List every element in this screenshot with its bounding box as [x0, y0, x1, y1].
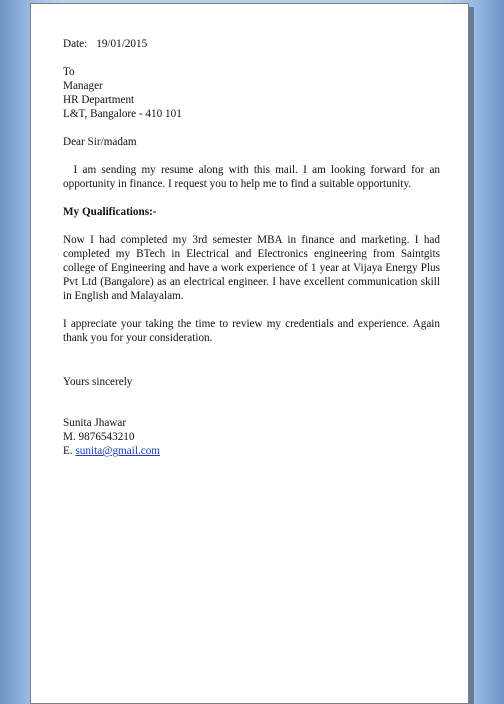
email-line: [63, 444, 440, 458]
qualifications-heading: My Qualifications:-: [63, 206, 157, 218]
date-label: Date:: [63, 38, 88, 50]
closing: Yours sincerely: [63, 376, 133, 388]
paragraph-appreciation: I appreciate your taking the time to review my credentials and experience. Again thank you for your consideration.: [63, 318, 440, 344]
date-value: 19/01/2015: [96, 38, 148, 50]
email-link[interactable]: sunita@gmail.com: [75, 445, 160, 457]
recipient-line-title: Manager: [63, 80, 103, 92]
phone-line: M. 9876543210: [63, 431, 135, 443]
document-page[interactable]: [30, 3, 469, 704]
recipient-line-department: HR Department: [63, 94, 135, 106]
email-prefix: E.: [63, 445, 73, 457]
recipient-line-to: To: [63, 66, 75, 78]
recipient-line-address: L&T, Bangalore - 410 101: [63, 108, 182, 120]
date-line: [63, 37, 440, 51]
salutation: Dear Sir/madam: [63, 136, 137, 148]
paragraph-intro: I am sending my resume along with this mail. I am looking forward for an opportunity in finance. I request you to help me to find a suitable opportunity.: [63, 164, 443, 190]
signature-name: Sunita Jhawar: [63, 417, 127, 429]
letter-body: [63, 37, 443, 458]
paragraph-qualifications: Now I had completed my 3rd semester MBA in finance and marketing. I had completed my BTech in Electrical and Electronics engineering from Saintgits college of Engineering and have a work experience of 1 year at Vijaya Energy Plus Pvt Ltd (Bangalore) as an electrical engineer. I have excellent communication skill in English and Malayalam.: [63, 234, 440, 302]
